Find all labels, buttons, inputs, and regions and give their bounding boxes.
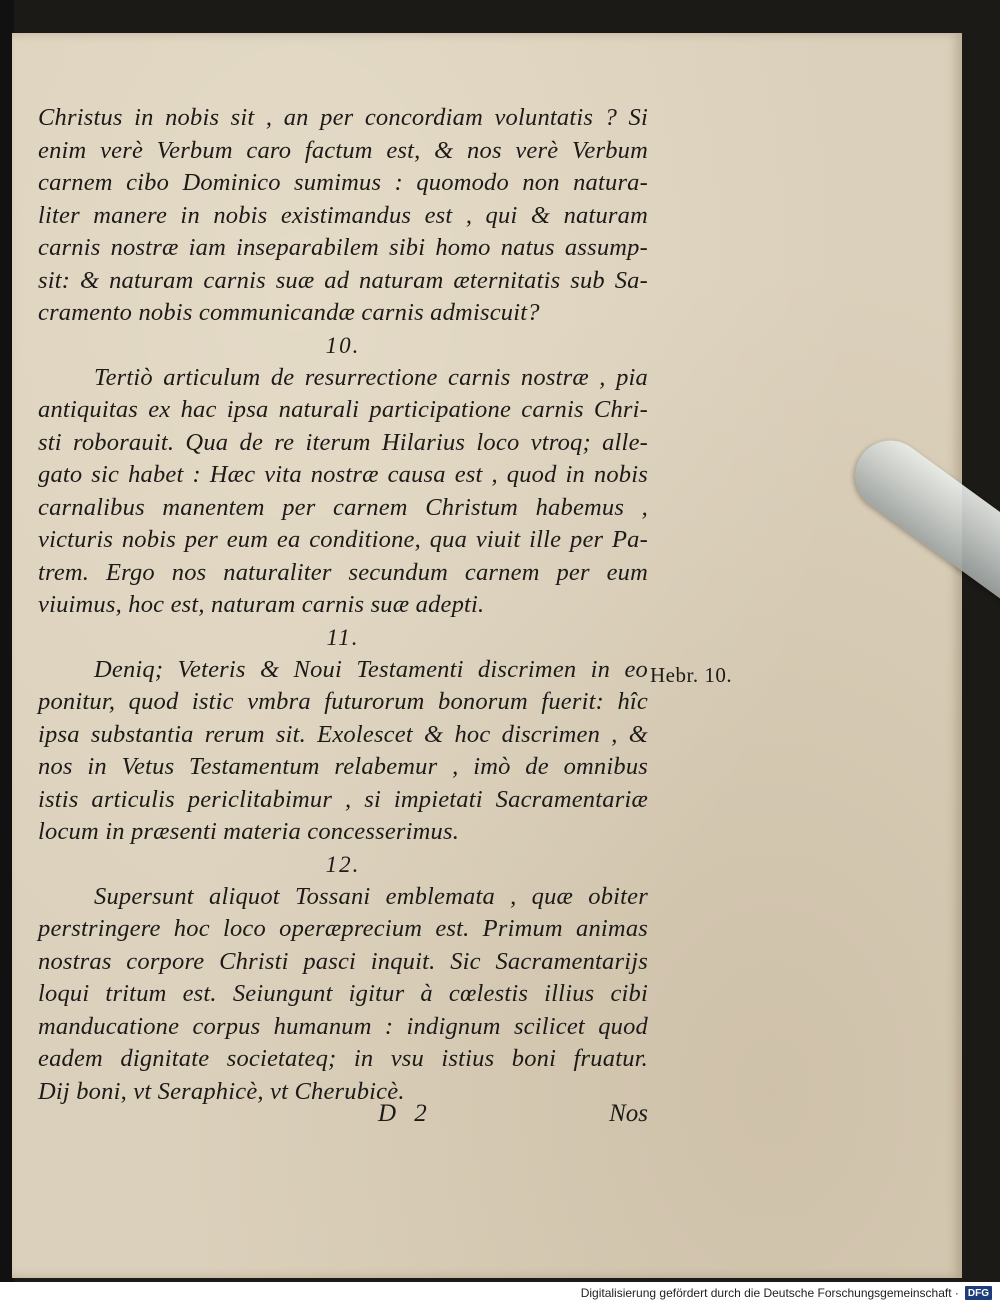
- digitization-credit: [581, 1283, 992, 1303]
- signature-mark: D 2: [378, 1100, 433, 1127]
- section-number-12: 12.: [325, 851, 361, 877]
- text-line: carnalibus manentem per carnem Christum habemus ,: [38, 493, 648, 521]
- text-line: nostras corpore Christi pasci inquit. Sic Sacramentarijs: [38, 947, 648, 975]
- section-number-11: 11.: [326, 624, 360, 650]
- text-line: cramento nobis communicandæ carnis admiscuit?: [38, 299, 540, 326]
- text-line: antiquitas ex hac ipsa naturali participatione carnis Chri-: [38, 396, 648, 423]
- text-line: istis articulis periclitabimur , si impietati Sacramentariæ: [38, 785, 648, 813]
- text-line: ponitur, quod istic vmbra futurorum bonorum fuerit: hîc: [38, 688, 648, 715]
- text-line: sit: & naturam carnis suæ ad naturam æternitatis sub Sa-: [38, 266, 648, 294]
- text-line: enim verè Verbum caro factum est, & nos verè Verbum: [38, 136, 648, 164]
- text-line: carnem cibo Dominico sumimus : quomodo non natura-: [38, 169, 648, 196]
- text-line: viuimus, hoc est, naturam carnis suæ adepti.: [38, 591, 485, 618]
- text-line: trem. Ergo nos naturaliter secundum carnem per eum: [38, 558, 648, 586]
- section-number-10: 10.: [325, 332, 361, 358]
- text-line: Christus in nobis sit , an per concordiam voluntatis ? Si: [38, 104, 648, 131]
- text-line: sti roborauit. Qua de re iterum Hilarius loco vtroq; alle-: [38, 428, 648, 456]
- text-line: locum in præsenti materia concesserimus.: [38, 818, 460, 845]
- text-line: Dij boni, vt Seraphicè, vt Cherubicè.: [38, 1077, 405, 1105]
- main-text: [38, 102, 648, 1108]
- text-line: eadem dignitate societateq; in vsu istius boni fruatur.: [38, 1045, 648, 1072]
- text-line: perstringere hoc loco operæprecium est. Primum animas: [38, 915, 648, 942]
- text-line: loqui tritum est. Seiungunt igitur à cœlestis illius cibi: [38, 980, 648, 1007]
- catchword: Nos: [609, 1100, 648, 1127]
- text-line: carnis nostræ iam inseparabilem sibi homo natus assump-: [38, 234, 648, 261]
- text-line: Tertiò articulum de resurrectione carnis nostræ , pia: [94, 363, 648, 391]
- text-line: gato sic habet : Hæc vita nostræ causa est , quod in nobis: [38, 461, 648, 488]
- text-line: Deniq; Veteris & Noui Testamenti discrimen in eo: [94, 655, 648, 683]
- marginal-note: Hebr. 10.: [650, 663, 733, 687]
- dfg-logo-icon: DFG: [965, 1286, 992, 1300]
- text-line: manducatione corpus humanum : indignum scilicet quod: [38, 1012, 648, 1040]
- text-line: liter manere in nobis existimandus est , qui & naturam: [38, 201, 648, 229]
- text-line: ipsa substantia rerum sit. Exolescet & hoc discrimen , &: [38, 720, 648, 748]
- text-line: victuris nobis per eum ea conditione, qua viuit ille per Pa-: [38, 526, 648, 553]
- text-line: Supersunt aliquot Tossani emblemata , quæ obiter: [94, 882, 648, 910]
- text-line: nos in Vetus Testamentum relabemur , imò de omnibus: [38, 753, 648, 780]
- credit-text: Digitalisierung gefördert durch die Deutsche Forschungsgemeinschaft ·: [580, 1286, 959, 1300]
- page-footer: [38, 1100, 648, 1136]
